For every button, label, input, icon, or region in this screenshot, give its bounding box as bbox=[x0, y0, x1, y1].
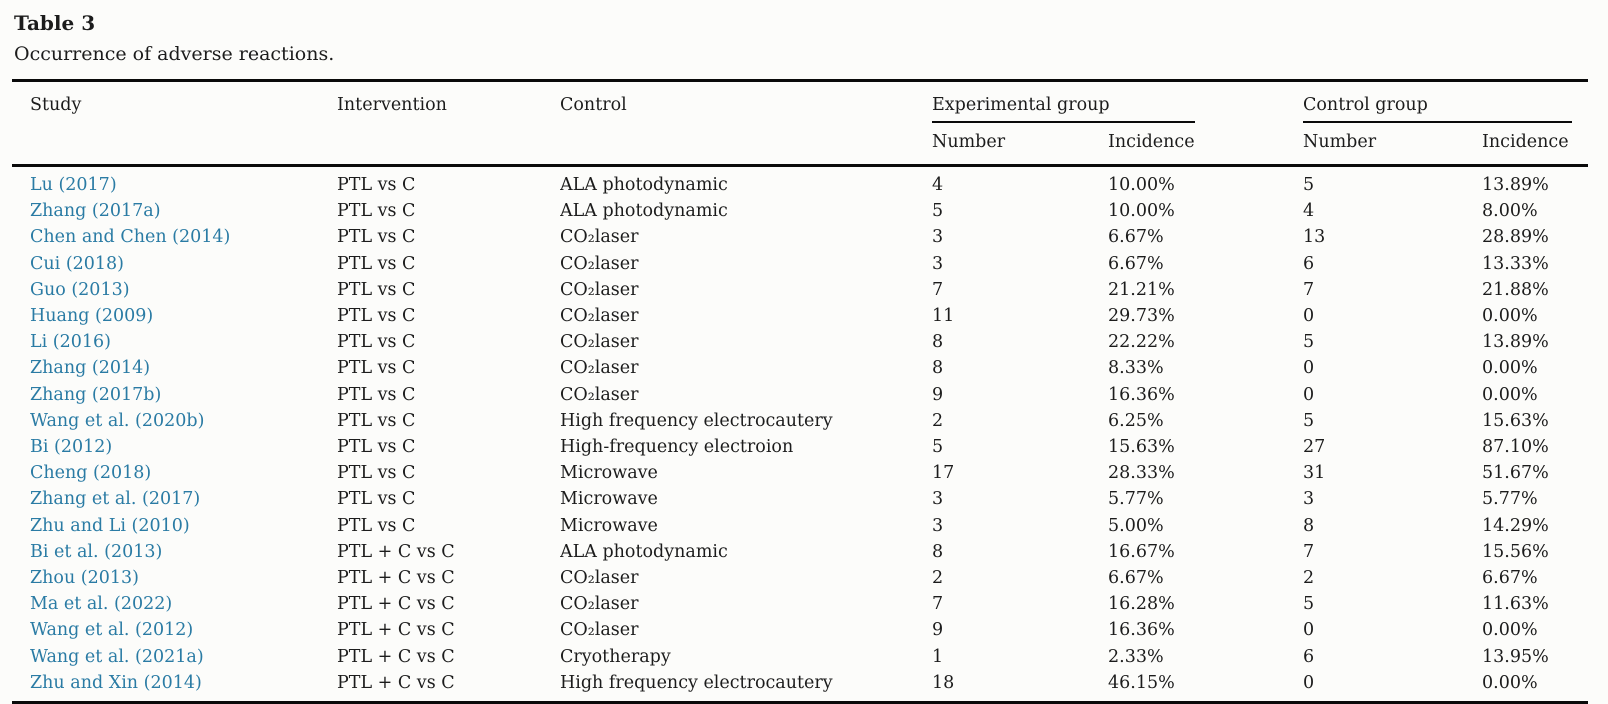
ctrl-number-cell: 6 bbox=[1303, 646, 1315, 667]
exp-number-cell: 5 bbox=[932, 201, 944, 222]
ctrl-incidence-cell: 28.89% bbox=[1482, 227, 1549, 248]
intervention-cell: PTL vs C bbox=[337, 463, 416, 484]
exp-number-cell: 3 bbox=[932, 489, 944, 510]
table-row bbox=[12, 355, 1588, 381]
table-row bbox=[12, 460, 1588, 486]
ctrl-incidence-cell: 13.33% bbox=[1482, 253, 1549, 274]
exp-number-cell: 2 bbox=[932, 568, 944, 589]
study-citation-link[interactable]: Zhu and Xin (2014) bbox=[30, 672, 202, 693]
ctrl-incidence-cell: 11.63% bbox=[1482, 594, 1549, 615]
control-cell: Microwave bbox=[560, 463, 658, 484]
header-row-main bbox=[12, 81, 1588, 124]
control-cell: ALA photodynamic bbox=[560, 541, 728, 562]
ctrl-number-cell: 0 bbox=[1303, 620, 1315, 641]
ctrl-number-cell: 6 bbox=[1303, 253, 1315, 274]
study-cell bbox=[12, 460, 337, 486]
control-cell: High-frequency electroion bbox=[560, 437, 794, 458]
control-cell: Microwave bbox=[560, 489, 658, 510]
exp-incidence-cell: 6.67% bbox=[1108, 253, 1164, 274]
experimental-group-label: Experimental group bbox=[932, 95, 1195, 123]
control-cell: High frequency electrocautery bbox=[560, 672, 833, 693]
study-citation-link[interactable]: Zhang (2017a) bbox=[30, 201, 161, 222]
exp-incidence-cell: 16.28% bbox=[1108, 594, 1175, 615]
exp-incidence-cell: 2.33% bbox=[1108, 646, 1164, 667]
ctrl-incidence-cell: 13.89% bbox=[1482, 175, 1549, 195]
table-row bbox=[12, 539, 1588, 565]
intervention-cell: PTL + C vs C bbox=[337, 541, 455, 562]
study-cell bbox=[12, 355, 337, 381]
study-citation-link[interactable]: Zhang (2014) bbox=[30, 358, 151, 379]
control-cell: CO₂laser bbox=[560, 253, 639, 274]
exp-number-cell: 3 bbox=[932, 253, 944, 274]
exp-incidence-cell: 5.77% bbox=[1108, 489, 1164, 510]
exp-number-cell: 11 bbox=[932, 306, 955, 327]
study-citation-link[interactable]: Wang et al. (2021a) bbox=[30, 646, 204, 667]
intervention-cell: PTL vs C bbox=[337, 358, 416, 379]
column-header-ctrl-number: Number bbox=[1303, 132, 1377, 152]
column-group-control bbox=[1303, 81, 1588, 124]
control-cell: High frequency electrocautery bbox=[560, 410, 833, 431]
control-cell: CO₂laser bbox=[560, 620, 639, 641]
study-citation-link[interactable]: Zhang (2017b) bbox=[30, 384, 162, 405]
exp-incidence-cell: 28.33% bbox=[1108, 463, 1175, 484]
study-citation-link[interactable]: Cui (2018) bbox=[30, 253, 125, 274]
intervention-cell: PTL vs C bbox=[337, 201, 416, 222]
exp-incidence-cell: 22.22% bbox=[1108, 332, 1175, 353]
intervention-cell: PTL vs C bbox=[337, 437, 416, 458]
ctrl-number-cell: 0 bbox=[1303, 384, 1315, 405]
table-row bbox=[12, 382, 1588, 408]
exp-number-cell: 3 bbox=[932, 227, 944, 248]
study-cell bbox=[12, 329, 337, 355]
column-group-experimental bbox=[932, 81, 1303, 124]
study-citation-link[interactable]: Guo (2013) bbox=[30, 279, 130, 300]
exp-incidence-cell: 29.73% bbox=[1108, 306, 1175, 327]
study-citation-link[interactable]: Ma et al. (2022) bbox=[30, 594, 173, 615]
ctrl-number-cell: 4 bbox=[1303, 201, 1315, 222]
ctrl-incidence-cell: 87.10% bbox=[1482, 437, 1549, 458]
exp-number-cell: 9 bbox=[932, 620, 944, 641]
study-cell bbox=[12, 251, 337, 277]
table-caption: Occurrence of adverse reactions. bbox=[14, 43, 335, 65]
table-row bbox=[12, 617, 1588, 643]
study-cell bbox=[12, 224, 337, 250]
control-cell: CO₂laser bbox=[560, 568, 639, 589]
exp-incidence-cell: 16.36% bbox=[1108, 384, 1175, 405]
study-citation-link[interactable]: Li (2016) bbox=[30, 332, 111, 353]
ctrl-incidence-cell: 5.77% bbox=[1482, 489, 1538, 510]
exp-number-cell: 17 bbox=[932, 463, 955, 484]
control-cell: CO₂laser bbox=[560, 306, 639, 327]
ctrl-number-cell: 3 bbox=[1303, 489, 1315, 510]
exp-incidence-cell: 6.25% bbox=[1108, 410, 1164, 431]
table-row bbox=[12, 166, 1588, 199]
exp-incidence-cell: 10.00% bbox=[1108, 175, 1175, 195]
study-citation-link[interactable]: Bi (2012) bbox=[30, 437, 113, 458]
ctrl-incidence-cell: 0.00% bbox=[1482, 620, 1538, 641]
table-row bbox=[12, 513, 1588, 539]
study-cell bbox=[12, 198, 337, 224]
table-row bbox=[12, 251, 1588, 277]
exp-number-cell: 8 bbox=[932, 541, 944, 562]
exp-number-cell: 9 bbox=[932, 384, 944, 405]
study-cell bbox=[12, 277, 337, 303]
table-row bbox=[12, 408, 1588, 434]
ctrl-number-cell: 5 bbox=[1303, 332, 1315, 353]
study-cell bbox=[12, 408, 337, 434]
exp-number-cell: 8 bbox=[932, 358, 944, 379]
ctrl-incidence-cell: 13.89% bbox=[1482, 332, 1549, 353]
ctrl-incidence-cell: 0.00% bbox=[1482, 358, 1538, 379]
table-row bbox=[12, 591, 1588, 617]
intervention-cell: PTL vs C bbox=[337, 489, 416, 510]
ctrl-incidence-cell: 0.00% bbox=[1482, 384, 1538, 405]
ctrl-number-cell: 5 bbox=[1303, 175, 1315, 195]
study-cell bbox=[12, 513, 337, 539]
column-header-intervention: Intervention bbox=[337, 95, 447, 115]
ctrl-incidence-cell: 0.00% bbox=[1482, 306, 1538, 327]
intervention-cell: PTL vs C bbox=[337, 515, 416, 536]
study-cell bbox=[12, 539, 337, 565]
table-row bbox=[12, 486, 1588, 512]
study-citation-link[interactable]: Lu (2017) bbox=[30, 175, 117, 195]
ctrl-incidence-cell: 15.63% bbox=[1482, 410, 1549, 431]
ctrl-incidence-cell: 21.88% bbox=[1482, 279, 1549, 300]
control-cell: CO₂laser bbox=[560, 594, 639, 615]
ctrl-number-cell: 8 bbox=[1303, 515, 1315, 536]
study-citation-link[interactable]: Cheng (2018) bbox=[30, 463, 152, 484]
ctrl-number-cell: 7 bbox=[1303, 279, 1315, 300]
study-citation-link[interactable]: Zhu and Li (2010) bbox=[30, 515, 190, 536]
exp-number-cell: 7 bbox=[932, 279, 944, 300]
control-cell: CO₂laser bbox=[560, 279, 639, 300]
exp-incidence-cell: 6.67% bbox=[1108, 227, 1164, 248]
table-row bbox=[12, 198, 1588, 224]
intervention-cell: PTL + C vs C bbox=[337, 672, 455, 693]
intervention-cell: PTL vs C bbox=[337, 253, 416, 274]
exp-incidence-cell: 5.00% bbox=[1108, 515, 1164, 536]
ctrl-number-cell: 7 bbox=[1303, 541, 1315, 562]
control-cell: Microwave bbox=[560, 515, 658, 536]
exp-number-cell: 8 bbox=[932, 332, 944, 353]
ctrl-incidence-cell: 15.56% bbox=[1482, 541, 1549, 562]
ctrl-incidence-cell: 13.95% bbox=[1482, 646, 1549, 667]
exp-number-cell: 18 bbox=[932, 672, 955, 693]
study-citation-link[interactable]: Chen and Chen (2014) bbox=[30, 227, 231, 248]
exp-incidence-cell: 6.67% bbox=[1108, 568, 1164, 589]
ctrl-number-cell: 31 bbox=[1303, 463, 1326, 484]
exp-number-cell: 3 bbox=[932, 515, 944, 536]
table-row bbox=[12, 644, 1588, 670]
exp-incidence-cell: 21.21% bbox=[1108, 279, 1175, 300]
control-cell: CO₂laser bbox=[560, 384, 639, 405]
intervention-cell: PTL + C vs C bbox=[337, 646, 455, 667]
exp-incidence-cell: 46.15% bbox=[1108, 672, 1175, 693]
intervention-cell: PTL vs C bbox=[337, 279, 416, 300]
intervention-cell: PTL + C vs C bbox=[337, 594, 455, 615]
study-citation-link[interactable]: Huang (2009) bbox=[30, 306, 154, 327]
study-cell bbox=[12, 670, 337, 703]
ctrl-incidence-cell: 0.00% bbox=[1482, 672, 1538, 693]
table-row bbox=[12, 329, 1588, 355]
column-header-control: Control bbox=[560, 95, 627, 115]
study-cell bbox=[12, 617, 337, 643]
table-row bbox=[12, 303, 1588, 329]
exp-incidence-cell: 15.63% bbox=[1108, 437, 1175, 458]
intervention-cell: PTL vs C bbox=[337, 227, 416, 248]
study-citation-link[interactable]: Wang et al. (2012) bbox=[30, 620, 194, 641]
exp-number-cell: 7 bbox=[932, 594, 944, 615]
intervention-cell: PTL vs C bbox=[337, 384, 416, 405]
table-row bbox=[12, 224, 1588, 250]
ctrl-number-cell: 5 bbox=[1303, 594, 1315, 615]
table-header bbox=[12, 81, 1588, 166]
study-cell bbox=[12, 591, 337, 617]
exp-number-cell: 5 bbox=[932, 437, 944, 458]
intervention-cell: PTL + C vs C bbox=[337, 620, 455, 641]
control-cell: CO₂laser bbox=[560, 332, 639, 353]
intervention-cell: PTL vs C bbox=[337, 410, 416, 431]
intervention-cell: PTL vs C bbox=[337, 175, 416, 195]
intervention-cell: PTL vs C bbox=[337, 332, 416, 353]
study-cell bbox=[12, 303, 337, 329]
study-citation-link[interactable]: Zhang et al. (2017) bbox=[30, 489, 201, 510]
study-citation-link[interactable]: Zhou (2013) bbox=[30, 568, 139, 589]
control-cell: CO₂laser bbox=[560, 227, 639, 248]
study-citation-link[interactable]: Wang et al. (2020b) bbox=[30, 410, 205, 431]
control-cell: ALA photodynamic bbox=[560, 201, 728, 222]
exp-number-cell: 1 bbox=[932, 646, 944, 667]
ctrl-number-cell: 5 bbox=[1303, 410, 1315, 431]
study-cell bbox=[12, 382, 337, 408]
ctrl-number-cell: 0 bbox=[1303, 306, 1315, 327]
ctrl-number-cell: 27 bbox=[1303, 437, 1326, 458]
column-header-ctrl-incidence: Incidence bbox=[1482, 132, 1569, 152]
table-row bbox=[12, 565, 1588, 591]
control-group-label: Control group bbox=[1303, 95, 1572, 123]
table-row bbox=[12, 277, 1588, 303]
control-cell: Cryotherapy bbox=[560, 646, 671, 667]
table-title: Table 3 bbox=[14, 11, 96, 35]
table-row bbox=[12, 670, 1588, 703]
ctrl-incidence-cell: 14.29% bbox=[1482, 515, 1549, 536]
ctrl-number-cell: 0 bbox=[1303, 358, 1315, 379]
study-citation-link[interactable]: Bi et al. (2013) bbox=[30, 541, 163, 562]
column-header-exp-incidence: Incidence bbox=[1108, 132, 1195, 152]
exp-incidence-cell: 16.36% bbox=[1108, 620, 1175, 641]
intervention-cell: PTL vs C bbox=[337, 306, 416, 327]
column-header-study: Study bbox=[30, 95, 82, 115]
study-cell bbox=[12, 565, 337, 591]
exp-number-cell: 2 bbox=[932, 410, 944, 431]
study-cell bbox=[12, 644, 337, 670]
table-row bbox=[12, 434, 1588, 460]
control-cell: CO₂laser bbox=[560, 358, 639, 379]
study-cell bbox=[12, 486, 337, 512]
column-header-exp-number: Number bbox=[932, 132, 1006, 152]
study-cell bbox=[12, 434, 337, 460]
table-body bbox=[12, 166, 1588, 703]
ctrl-number-cell: 2 bbox=[1303, 568, 1315, 589]
ctrl-number-cell: 0 bbox=[1303, 672, 1315, 693]
intervention-cell: PTL + C vs C bbox=[337, 568, 455, 589]
ctrl-incidence-cell: 8.00% bbox=[1482, 201, 1538, 222]
control-cell: ALA photodynamic bbox=[560, 175, 728, 195]
exp-incidence-cell: 8.33% bbox=[1108, 358, 1164, 379]
exp-incidence-cell: 16.67% bbox=[1108, 541, 1175, 562]
exp-incidence-cell: 10.00% bbox=[1108, 201, 1175, 222]
study-cell bbox=[12, 166, 337, 199]
ctrl-incidence-cell: 6.67% bbox=[1482, 568, 1538, 589]
exp-number-cell: 4 bbox=[932, 175, 944, 195]
adverse-reactions-table bbox=[12, 79, 1588, 704]
ctrl-incidence-cell: 51.67% bbox=[1482, 463, 1549, 484]
ctrl-number-cell: 13 bbox=[1303, 227, 1326, 248]
